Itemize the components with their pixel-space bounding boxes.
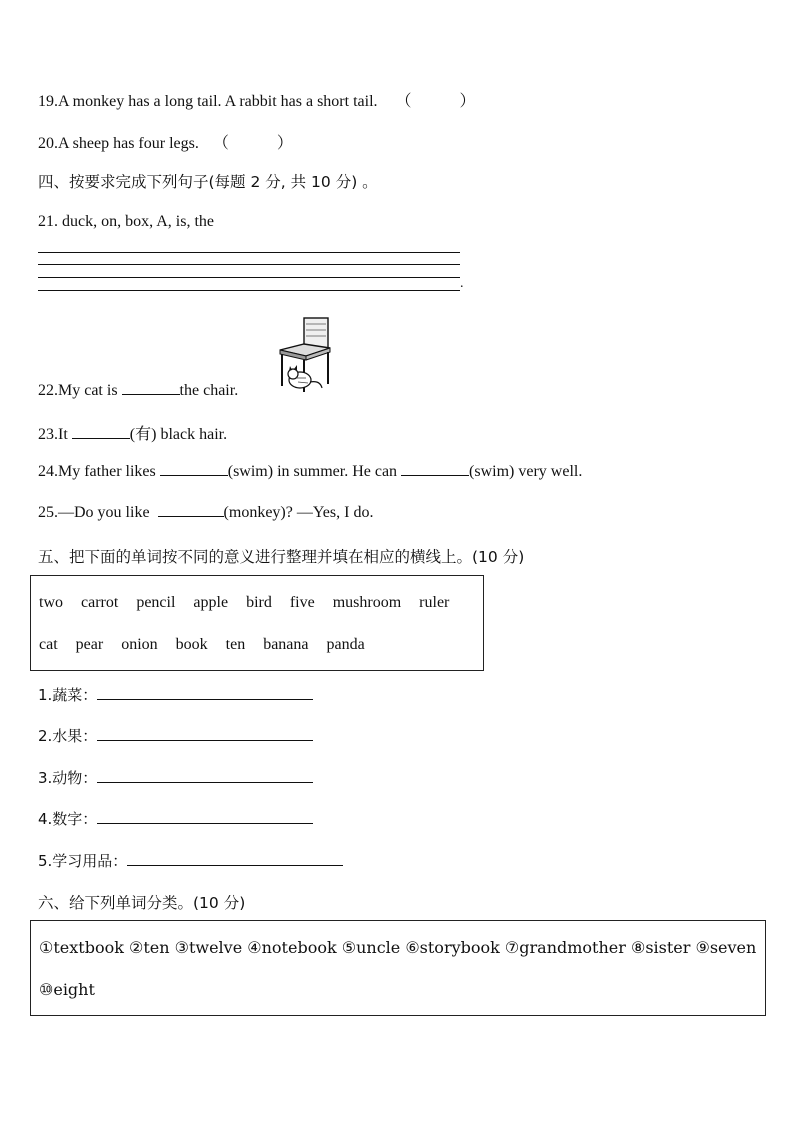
word-item: ten — [225, 636, 246, 653]
question-20-text: 20.A sheep has four legs. — [38, 135, 199, 152]
word-item: cat — [39, 636, 58, 653]
question-23-post: (有) black hair. — [129, 426, 228, 443]
answer-paren-open: （ — [212, 135, 229, 152]
answer-line[interactable] — [38, 290, 460, 291]
answer-paren-close: ） — [459, 93, 476, 110]
question-19-text: 19.A monkey has a long tail. A rabbit has a short tail. — [38, 93, 378, 110]
chair-with-cat-underneath-icon — [276, 314, 336, 394]
category-label: 3.动物： — [38, 769, 98, 787]
word-item: pear — [75, 636, 104, 653]
question-24-pre: 24.My father likes — [38, 463, 156, 480]
question-21-end-mark: . — [460, 276, 464, 291]
category-label: 4.数字： — [38, 810, 98, 828]
question-22-pre: 22.My cat is — [38, 382, 118, 399]
word-item: two — [39, 594, 63, 611]
section-5-title: 五、把下面的单词按不同的意义进行整理并填在相应的横线上。(10 分) — [38, 548, 525, 566]
word-item: carrot — [81, 594, 119, 611]
question-19 — [38, 88, 476, 111]
question-21-text: 21. duck, on, box, A, is, the — [38, 213, 214, 230]
word-bank-row-1 — [39, 594, 449, 612]
answer-blank-25[interactable] — [158, 515, 224, 517]
answer-blank-vegetables[interactable] — [97, 698, 313, 700]
question-20 — [38, 130, 293, 153]
question-24-mid: (swim) in summer. He can — [227, 463, 398, 480]
question-23 — [38, 421, 227, 444]
question-24 — [38, 463, 582, 481]
answer-paren-open: （ — [395, 93, 412, 110]
category-vegetables — [38, 684, 313, 705]
section-6-title: 六、给下列单词分类。(10 分) — [38, 894, 246, 912]
word-item: book — [175, 636, 208, 653]
word-item: onion — [121, 636, 158, 653]
category-numbers — [38, 808, 313, 829]
word-item: mushroom — [332, 594, 402, 611]
word-bank-box — [30, 575, 484, 671]
word-item: panda — [326, 636, 365, 653]
question-24-post: (swim) very well. — [469, 463, 583, 480]
answer-blank-22[interactable] — [122, 393, 180, 395]
category-label: 1.蔬菜： — [38, 686, 98, 704]
word-item: banana — [263, 636, 309, 653]
answer-blank-23[interactable] — [72, 437, 130, 439]
section-4-title: 四、按要求完成下列句子(每题 2 分, 共 10 分) 。 — [38, 173, 378, 191]
category-label: 5.学习用品： — [38, 852, 128, 870]
word-item: apple — [193, 594, 229, 611]
word-item: pencil — [136, 594, 176, 611]
word-item: ruler — [419, 594, 450, 611]
classify-words-row-2: ⑩eight — [39, 980, 95, 999]
word-bank-row-2 — [39, 636, 379, 654]
word-item: five — [289, 594, 315, 611]
answer-line[interactable] — [38, 264, 460, 265]
category-school-supplies — [38, 850, 343, 871]
question-22 — [38, 382, 238, 400]
answer-blank-24b[interactable] — [401, 474, 469, 476]
classify-words-row-1: ①textbook ②ten ③twelve ④notebook ⑤uncle ⑥storybook ⑦grandmother ⑧sister ⑨seven — [39, 938, 757, 957]
classify-words-box — [30, 920, 766, 1016]
answer-blank-school-supplies[interactable] — [127, 864, 343, 866]
question-25 — [38, 504, 373, 522]
answer-line[interactable] — [38, 252, 460, 253]
category-fruits — [38, 725, 313, 746]
question-25-post: (monkey)? —Yes, I do. — [223, 504, 374, 521]
answer-blank-fruits[interactable] — [97, 739, 313, 741]
question-22-post: the chair. — [179, 382, 239, 399]
answer-line[interactable] — [38, 277, 460, 278]
question-23-pre: 23.It — [38, 426, 68, 443]
answer-blank-animals[interactable] — [97, 781, 313, 783]
answer-blank-numbers[interactable] — [97, 822, 313, 824]
category-label: 2.水果： — [38, 727, 98, 745]
answer-blank-24a[interactable] — [160, 474, 228, 476]
answer-paren-close: ） — [276, 135, 293, 152]
category-animals — [38, 767, 313, 788]
question-25-pre: 25.—Do you like — [38, 504, 150, 521]
word-item: bird — [246, 594, 272, 611]
